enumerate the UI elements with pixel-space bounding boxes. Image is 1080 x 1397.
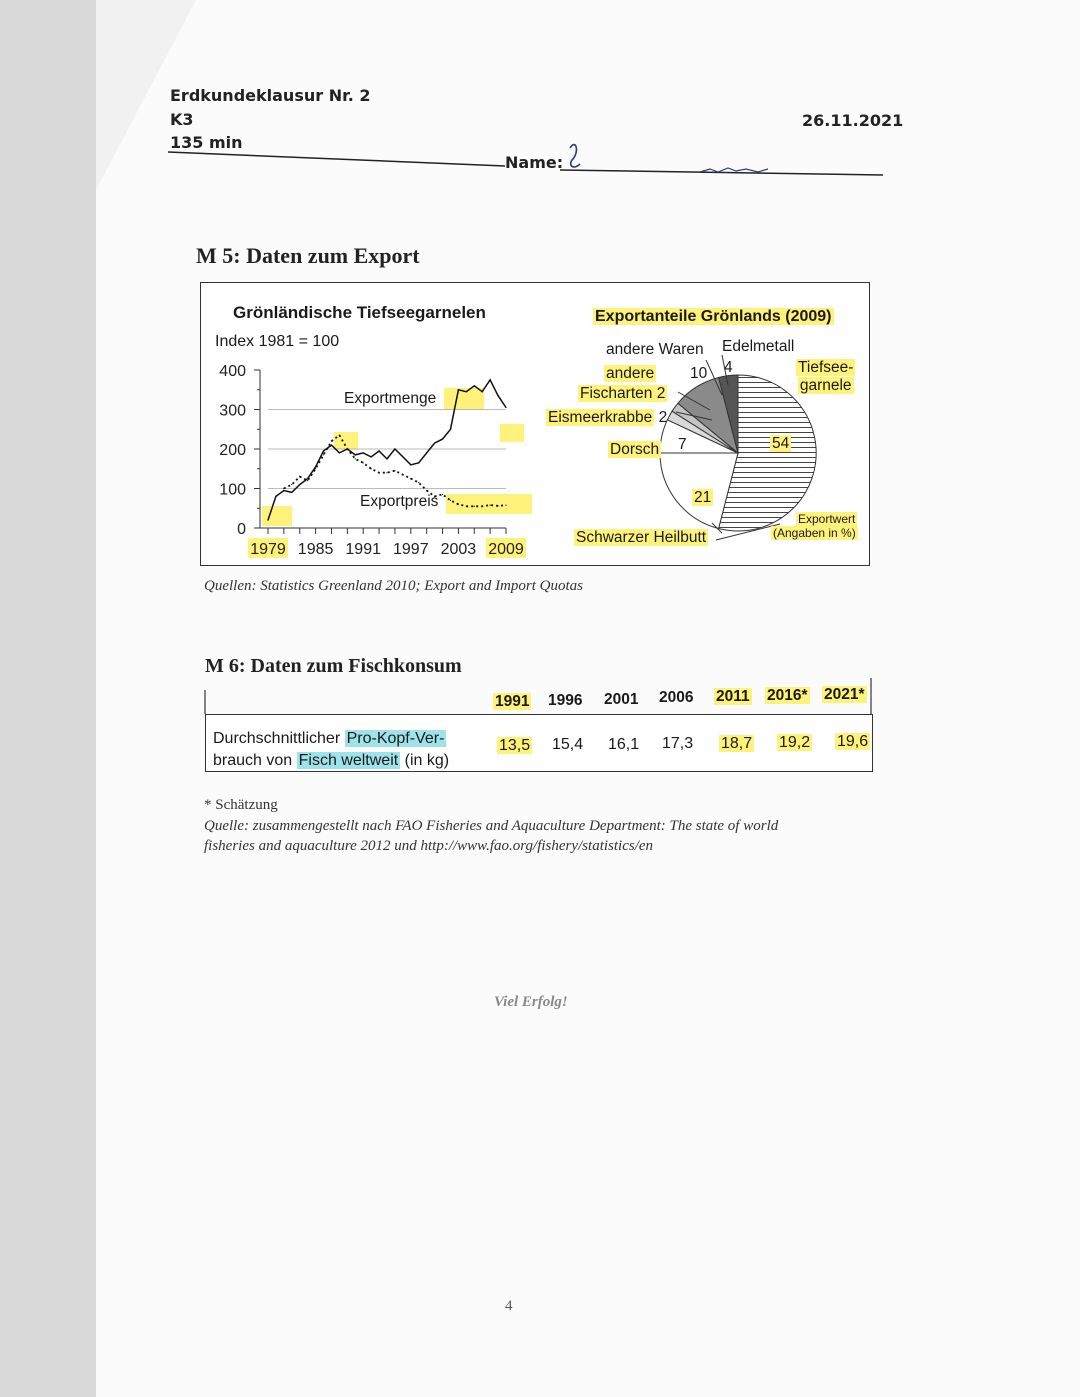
x-tick-label-1979: 1979 xyxy=(250,541,286,558)
y-tick-label-200: 200 xyxy=(219,442,246,459)
year-text: 2021* xyxy=(824,685,865,703)
pie-value-edelmetall: 4 xyxy=(724,359,733,376)
duration-label: 135 min xyxy=(170,133,243,152)
page-number: 4 xyxy=(505,1298,513,1314)
course-label: K3 xyxy=(170,110,194,129)
pie-label-heilbutt-text: Schwarzer Heilbutt xyxy=(576,529,707,546)
m5-heading: M 5: Daten zum Export xyxy=(196,243,420,268)
line-chart-ylabel: Index 1981 = 100 xyxy=(215,333,340,350)
m5-source: Quellen: Statistics Greenland 2010; Export and Import Quotas xyxy=(204,578,583,594)
pie-label-tiefsee-line1: Tiefsee- xyxy=(798,359,854,376)
x-tick-label-2003: 2003 xyxy=(440,541,477,558)
x-tick-label-1985: 1985 xyxy=(297,541,334,558)
value-text: 13,5 xyxy=(499,737,531,754)
name-label: Name: xyxy=(505,153,564,172)
closing-text: Viel Erfolg! xyxy=(494,994,568,1010)
pie-value-eismeerkrabbe: 2 xyxy=(658,409,668,426)
pie-label-dorsch-text: Dorsch xyxy=(610,441,660,458)
x-tick-label-1997: 1997 xyxy=(393,541,429,558)
exportmenge-label: Exportmenge xyxy=(344,390,437,407)
y-tick-label-0: 0 xyxy=(237,521,246,538)
year-header-6 xyxy=(822,686,867,704)
pie-label-andere-waren: andere Waren xyxy=(606,341,704,358)
pie-value-fischarten: 2 xyxy=(656,385,666,402)
pie-value-andere-waren: 10 xyxy=(690,365,708,382)
x-tick-label-2009: 2009 xyxy=(488,541,524,558)
row-label-2b: Fisch weltweit xyxy=(298,752,399,769)
m6-heading: M 6: Daten zum Fischkonsum xyxy=(205,655,462,677)
value-cell-6 xyxy=(835,733,870,751)
value-cell-4 xyxy=(719,735,754,753)
m6-footnote: * Schätzung xyxy=(204,797,278,813)
fish-row-label-2 xyxy=(213,752,449,770)
value-cell-2 xyxy=(608,736,639,754)
year-header-4 xyxy=(714,688,752,706)
year-header-2 xyxy=(604,691,638,709)
x-tick-label-1991: 1991 xyxy=(345,541,381,558)
fish-row-label-1 xyxy=(213,730,446,748)
pie-label-fischarten-text: Fischarten xyxy=(580,385,653,402)
value-text: 17,3 xyxy=(662,735,694,753)
value-cell-3 xyxy=(662,735,693,753)
value-text: 16,1 xyxy=(608,735,640,753)
pie-label-edelmetall: Edelmetall xyxy=(722,338,795,355)
year-text: 2006 xyxy=(659,689,694,707)
pie-note-exportwert-text: Exportwert xyxy=(798,512,856,526)
row-label-1b: Pro-Kopf-Ver- xyxy=(346,730,445,747)
y-tick-label-400: 400 xyxy=(219,363,246,380)
year-header-1 xyxy=(548,692,582,710)
pie-note-angaben-text: (Angaben in %) xyxy=(773,526,856,540)
value-cell-0 xyxy=(497,737,532,755)
row-label-1a: Durchschnittlicher xyxy=(213,730,345,747)
exam-date: 26.11.2021 xyxy=(802,111,904,130)
value-text: 19,2 xyxy=(779,734,811,751)
year-text: 2011 xyxy=(716,688,750,706)
pie-value-tiefsee-text: 54 xyxy=(772,435,790,452)
year-text: 2016* xyxy=(767,687,808,704)
pie-label-eismeerkrabbe-text: Eismeerkrabbe xyxy=(548,409,653,426)
y-tick-label-300: 300 xyxy=(219,402,246,420)
year-header-3 xyxy=(659,689,693,707)
year-header-5 xyxy=(765,687,810,705)
year-text: 2001 xyxy=(604,690,639,708)
pie-label-tiefsee-line2: garnele xyxy=(799,377,852,394)
exam-title: Erdkundeklausur Nr. 2 xyxy=(170,86,371,105)
exportpreis-label: Exportpreis xyxy=(360,493,439,510)
pie-title-text: Exportanteile Grönlands (2009) xyxy=(595,308,832,325)
year-header-0 xyxy=(493,693,531,711)
m6-source-line2: fisheries and aquaculture 2012 und http://www.fao.org/fishery/statistics/en xyxy=(204,838,654,854)
value-text: 15,4 xyxy=(552,736,584,754)
y-tick-label-100: 100 xyxy=(219,481,246,499)
m6-source-line1: Quelle: zusammengestellt nach FAO Fisheries and Aquaculture Department: The state of world xyxy=(204,818,779,834)
row-label-2a: brauch von xyxy=(213,752,297,769)
year-text: 1996 xyxy=(548,691,583,709)
value-text: 19,6 xyxy=(837,733,869,751)
year-text: 1991 xyxy=(495,693,530,710)
line-chart-title: Grönländische Tiefseegarnelen xyxy=(233,303,486,322)
pie-value-dorsch: 7 xyxy=(678,436,687,453)
pie-label-andere-text: andere xyxy=(606,365,655,382)
pie-value-heilbutt-text: 21 xyxy=(694,489,712,506)
value-text: 18,7 xyxy=(721,734,753,752)
value-cell-1 xyxy=(552,736,583,754)
row-label-2c: (in kg) xyxy=(400,752,450,769)
value-cell-5 xyxy=(777,734,812,752)
